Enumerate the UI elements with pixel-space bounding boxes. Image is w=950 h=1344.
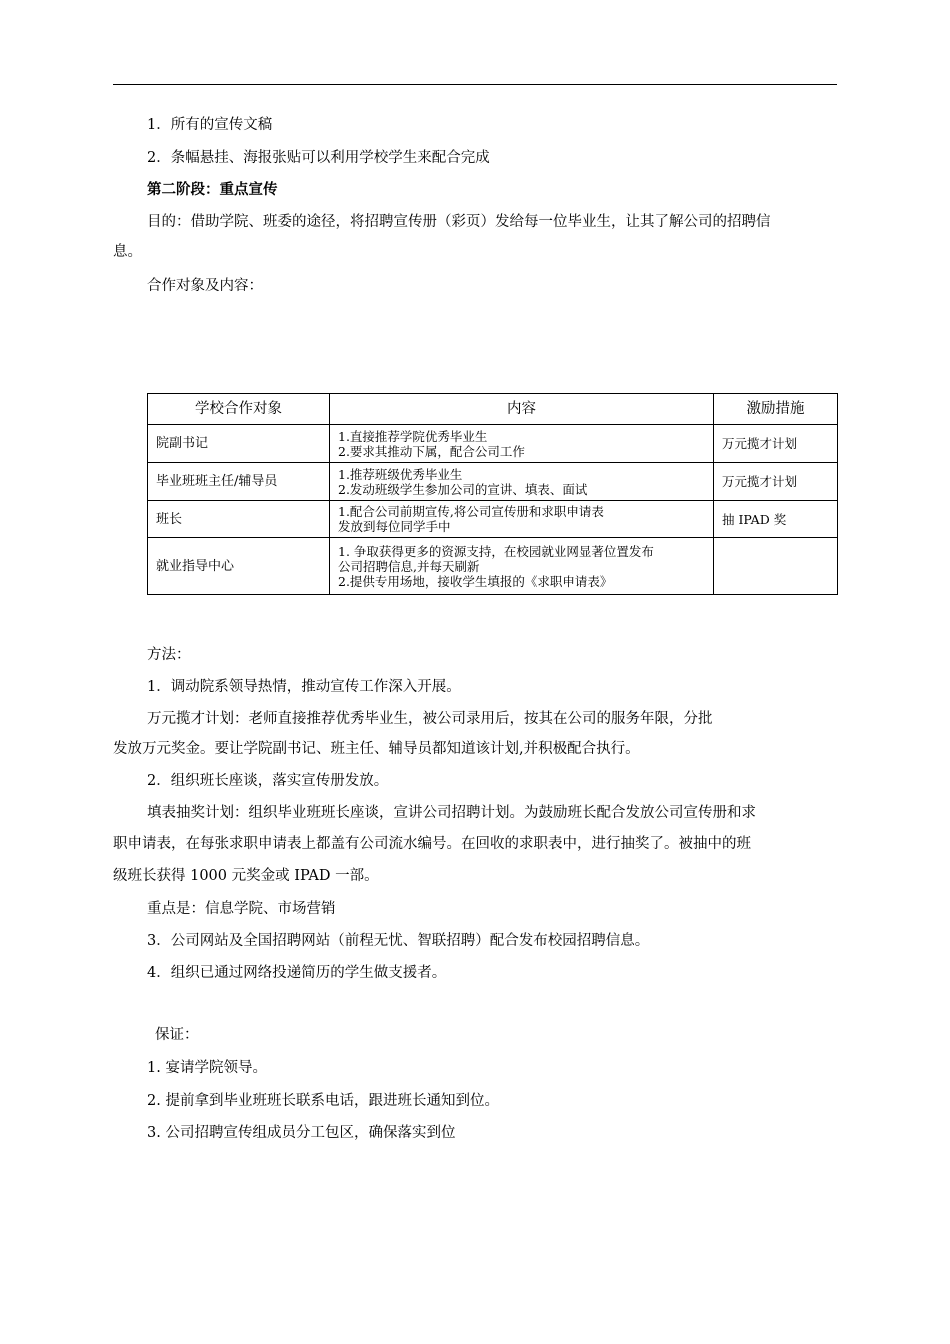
incentive: 抽 IPAD 奖 bbox=[714, 501, 838, 538]
method-item-4: 4．组织已通过网络投递简历的学生做支援者。 bbox=[147, 965, 447, 981]
row-content bbox=[330, 538, 714, 595]
guarantee-item-1: 1. 宴请学院领导。 bbox=[147, 1060, 267, 1076]
content-line: 1. 争取获得更多的资源支持，在校园就业网显著位置发布 bbox=[338, 543, 654, 559]
partner-name: 就业指导中心 bbox=[148, 538, 330, 595]
plan1-line-2: 发放万元奖金。要让学院副书记、班主任、辅导员都知道该计划,并积极配合执行。 bbox=[113, 741, 640, 757]
table-row bbox=[148, 501, 838, 538]
guarantee-item-3: 3. 公司招聘宣传组成员分工包区，确保落实到位 bbox=[147, 1125, 456, 1141]
guarantee-item-2: 2. 提前拿到毕业班班长联系电话，跟进班长通知到位。 bbox=[147, 1093, 499, 1109]
method-item-1: 1．调动院系领导热情，推动宣传工作深入开展。 bbox=[147, 679, 461, 695]
method-item-3: 3．公司网站及全国招聘网站（前程无忧、智联招聘）配合发布校园招聘信息。 bbox=[147, 933, 650, 949]
content-line: 1.推荐班级优秀毕业生 bbox=[338, 466, 463, 482]
method-label: 方法： bbox=[147, 647, 191, 663]
focus-line: 重点是：信息学院、市场营销 bbox=[147, 901, 336, 917]
content-line: 公司招聘信息,并每天刷新 bbox=[338, 558, 480, 574]
coop-intro: 合作对象及内容： bbox=[147, 278, 263, 294]
content-line: 2.发动班级学生参加公司的宣讲、填表、面试 bbox=[338, 481, 588, 497]
stage-heading: 第二阶段：重点宣传 bbox=[147, 181, 278, 198]
partner-name: 院副书记 bbox=[148, 425, 330, 463]
guarantee-label: 保证： bbox=[155, 1027, 199, 1043]
plan1-line-1: 万元揽才计划：老师直接推荐优秀毕业生，被公司录用后，按其在公司的服务年限，分批 bbox=[147, 711, 713, 727]
cooperation-table bbox=[147, 393, 838, 595]
incentive: 万元揽才计划 bbox=[714, 463, 838, 501]
incentive: 万元揽才计划 bbox=[714, 425, 838, 463]
row-content bbox=[330, 425, 714, 463]
content-line: 2.要求其推动下属，配合公司工作 bbox=[338, 443, 525, 459]
plan2-line-1: 填表抽奖计划：组织毕业班班长座谈，宣讲公司招聘计划。为鼓励班长配合发放公司宣传册和求 bbox=[147, 805, 756, 821]
table-row bbox=[148, 425, 838, 463]
item-banners-posters: 2．条幅悬挂、海报张贴可以利用学校学生来配合完成 bbox=[147, 150, 490, 166]
item-promo-drafts: 1．所有的宣传文稿 bbox=[147, 117, 273, 133]
content-line: 1.配合公司前期宣传,将公司宣传册和求职申请表 bbox=[338, 504, 604, 519]
header-rule bbox=[113, 84, 837, 85]
content-line: 2.提供专用场地，接收学生填报的《求职申请表》 bbox=[338, 573, 613, 589]
header-incentive: 激励措施 bbox=[714, 394, 838, 425]
content-line: 发放到每位同学手中 bbox=[338, 519, 451, 534]
incentive bbox=[714, 538, 838, 595]
content-line: 1.直接推荐学院优秀毕业生 bbox=[338, 428, 488, 444]
row-content bbox=[330, 463, 714, 501]
plan2-line-2: 职申请表，在每张求职申请表上都盖有公司流水编号。在回收的求职表中，进行抽奖了。被抽中的班 bbox=[113, 836, 751, 852]
method-item-2: 2．组织班长座谈，落实宣传册发放。 bbox=[147, 773, 389, 789]
header-content: 内容 bbox=[330, 394, 714, 425]
purpose-line-1: 目的：借助学院、班委的途径，将招聘宣传册（彩页）发给每一位毕业生，让其了解公司的招聘信 bbox=[147, 214, 771, 230]
row-content bbox=[330, 501, 714, 538]
table-header-row bbox=[148, 394, 838, 425]
table-row bbox=[148, 538, 838, 595]
table-row bbox=[148, 463, 838, 501]
partner-name: 毕业班班主任/辅导员 bbox=[148, 463, 330, 501]
partner-name: 班长 bbox=[148, 501, 330, 538]
plan2-line-3: 级班长获得 1000 元奖金或 IPAD 一部。 bbox=[113, 868, 379, 884]
header-partner: 学校合作对象 bbox=[148, 394, 330, 425]
purpose-line-2: 息。 bbox=[113, 244, 142, 260]
